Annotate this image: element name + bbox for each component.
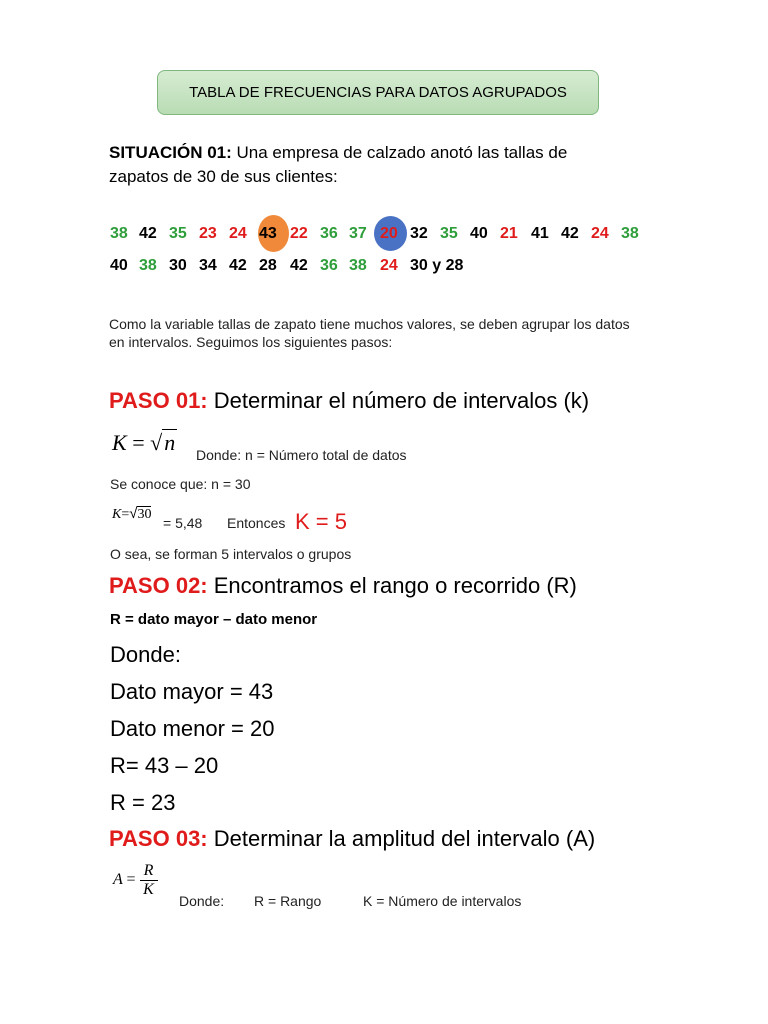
row1-value-3: 35	[169, 225, 187, 242]
donde-n-text: Donde: n = Número total de datos	[196, 447, 407, 463]
situation-label: SITUACIÓN 01:	[109, 143, 232, 162]
row1-value-9: 37	[349, 225, 367, 242]
calc-eq: =	[121, 507, 130, 522]
row1-value-16: 42	[561, 225, 579, 242]
row2-value-6: 28	[259, 257, 277, 274]
paso-01-label: PASO 01:	[109, 388, 208, 413]
donde-a-label: Donde:	[179, 893, 225, 909]
row1-value-4: 23	[199, 225, 217, 242]
paso-02-text: Encontramos el rango o recorrido (R)	[207, 573, 577, 598]
situation-description: Una empresa de calzado anotó las tallas de zapatos de 30 de sus clientes:	[109, 143, 568, 186]
entonces-text: Entonces	[227, 515, 286, 531]
formula-eq: =	[132, 430, 145, 455]
row2-value-5: 42	[229, 257, 247, 274]
paso-02-label: PASO 02:	[109, 573, 208, 598]
formula-fraction	[140, 862, 158, 899]
range-value: R = 23	[110, 790, 176, 815]
row1-value-10: 20	[380, 225, 398, 242]
dato-mayor: Dato mayor = 43	[110, 679, 274, 704]
row1-value-12: 35	[440, 225, 458, 242]
row1-value-7: 22	[290, 225, 308, 242]
paso-01-text: Determinar el número de intervalos (k)	[207, 388, 590, 413]
range-calc: R= 43 – 20	[110, 753, 219, 778]
page-title: TABLA DE FRECUENCIAS PARA DATOS AGRUPADOS	[189, 84, 567, 101]
row2-value-1: 40	[110, 257, 128, 274]
paso-03-label: PASO 03:	[109, 826, 208, 851]
calc-30: 30	[137, 507, 152, 522]
k-value: K = 5	[295, 509, 347, 534]
formula-a-eq: =	[126, 871, 136, 889]
formula-n: n	[164, 430, 176, 455]
row1-value-13: 40	[470, 225, 488, 242]
se-conoce-text: Se conoce que: n = 30	[110, 476, 251, 492]
title-box	[157, 70, 599, 115]
row1-value-15: 41	[531, 225, 549, 242]
row2-value-4: 34	[199, 257, 217, 274]
formula-denominator: K	[143, 881, 154, 898]
row1-value-2: 42	[139, 225, 157, 242]
formula-a	[113, 862, 158, 899]
row2-value-9: 38	[349, 257, 367, 274]
k-definition: K = Número de intervalos	[363, 893, 522, 909]
paso-03-heading	[109, 826, 595, 852]
r-definition: R = Rango	[254, 893, 322, 909]
o-sea-text: O sea, se forman 5 intervalos o grupos	[110, 546, 352, 562]
row1-value-14: 21	[500, 225, 518, 242]
situation-text	[109, 141, 629, 189]
calc-result: = 5,48	[163, 515, 203, 531]
calc-k-symbol: K	[112, 507, 122, 522]
intro-text: Como la variable tallas de zapato tiene muchos valores, se deben agrupar los datos en intervalos. Seguimos los siguientes pasos:	[109, 316, 630, 350]
row2-value-8: 36	[320, 257, 338, 274]
row2-value-7: 42	[290, 257, 308, 274]
formula-k: K	[112, 430, 127, 455]
donde-label: Donde:	[110, 642, 181, 667]
dato-menor: Dato menor = 20	[110, 716, 275, 741]
row1-value-1: 38	[110, 225, 128, 242]
formula-a-symbol: A	[113, 871, 123, 889]
row1-value-11: 32	[410, 225, 428, 242]
paso-01-heading	[109, 388, 589, 414]
row1-value-8: 36	[320, 225, 338, 242]
row2-value-3: 30	[169, 257, 187, 274]
paso-02-heading	[109, 573, 577, 599]
calc-k: K=√30	[112, 505, 152, 522]
row2-value-11: 30 y 28	[410, 257, 464, 274]
formula-k-sqrt-n: K = √n	[112, 430, 176, 455]
row2-value-2: 38	[139, 257, 157, 274]
range-formula: R = dato mayor – dato menor	[110, 611, 318, 628]
paso-03-text: Determinar la amplitud del intervalo (A)	[207, 826, 596, 851]
row1-value-17: 24	[591, 225, 609, 242]
row1-value-5: 24	[229, 225, 247, 242]
row2-value-10: 24	[380, 257, 398, 274]
row1-value-6: 43	[259, 225, 277, 242]
formula-numerator: R	[143, 862, 154, 879]
row1-value-18: 38	[621, 225, 639, 242]
